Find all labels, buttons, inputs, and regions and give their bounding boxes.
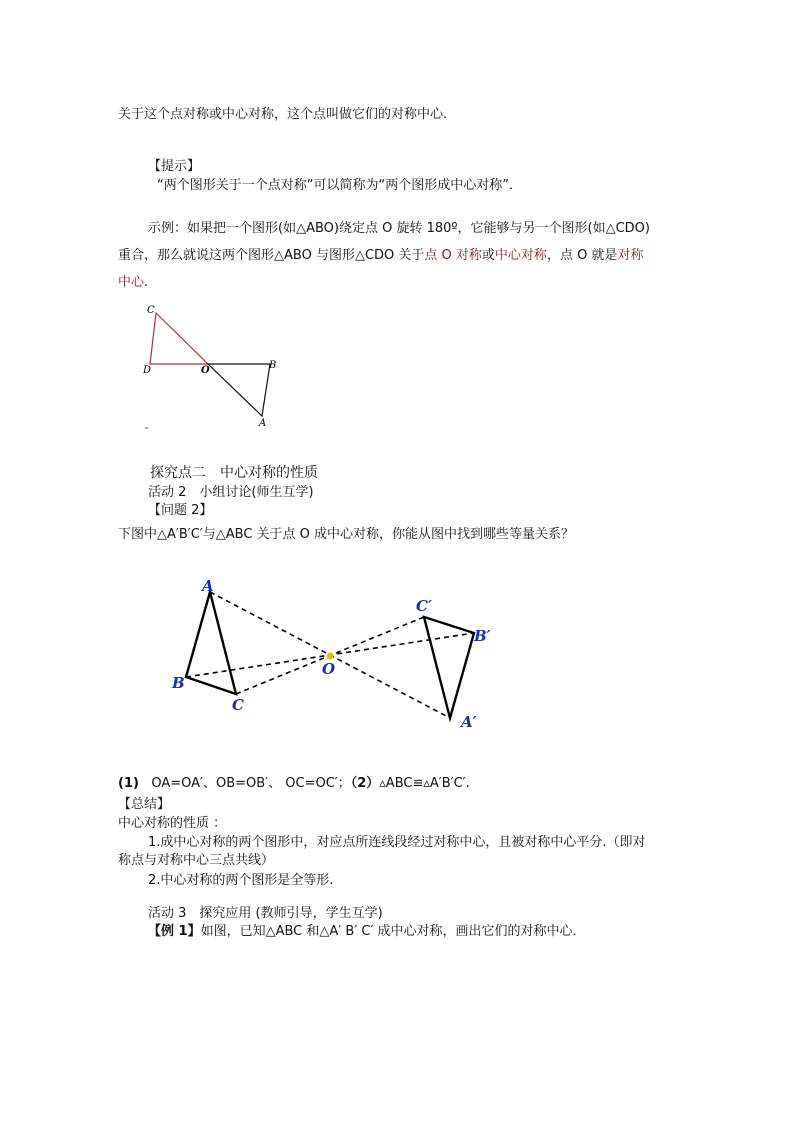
summary-item-1b: 称点与对称中心三点共线） [118,853,275,868]
label-b: B [172,674,185,692]
example-1-text: 如图，已知△ABC 和△A′ B′ C′ 成中心对称，画出它们的对称中心． [200,924,586,939]
triangle-apbpcp [424,617,474,718]
example-1-line [148,924,586,940]
example-period: . [144,275,149,290]
hint-title: 【提示】 [148,159,201,174]
label-o: O [201,365,210,376]
answer-p1: (1) [118,776,139,791]
label-d: D [143,365,152,376]
highlight-central-symmetry: 中心对称 [494,248,547,263]
question-title: 【问题 2】 [148,503,213,518]
label-b-prime: B′ [474,627,491,645]
label-a: A [202,577,214,595]
summary-title: 【总结】 [118,797,171,812]
label-o: O [322,660,336,678]
activity-3: 活动 3 探究应用 (教师引导，学生互学) [148,906,383,921]
highlight-point-o-symmetric: 点 O 对称 [424,248,482,263]
answer-line [118,776,470,792]
example-or: 或 [481,248,495,263]
example-text-2: ，点 O 就是 [546,248,618,263]
answer-t2: ▵ABC≌▵A′B′C′. [379,776,470,791]
label-c: C [232,696,244,714]
label-c-prime: C′ [416,597,432,615]
triangle-abc [186,592,236,694]
label-b: B [269,360,277,371]
hint-text: “两个图形关于一个点对称”可以简称为“两个图形成中心对称”． [157,178,522,193]
label-a: A [259,418,267,429]
summary-item-2: 2.中心对称的两个图形是全等形. [148,873,334,888]
label-a-prime: A′ [461,713,477,731]
question-text: 下图中△A′B′C′与△ABC 关于点 O 成中心对称，你能从图中找到哪些等量关系？ [118,527,575,542]
example-1-title: 【例 1】 [148,924,201,939]
answer-t1: OA=OA′、OB=OB′、 OC=OC′； [151,776,351,791]
section-heading: 探究点二 中心对称的性质 [150,465,318,481]
summary-subtitle: 中心对称的性质 ： [118,816,227,831]
highlight-symmetry-center: 对称 [617,248,644,263]
activity-2: 活动 2 小组讨论(师生互学) [148,485,314,500]
intro-line: 关于这个点对称或中心对称，这个点叫做它们的对称中心． [118,107,457,122]
highlight-center: 中心 [118,275,145,290]
answer-p2: （2） [350,776,380,791]
center-point-o [327,653,334,660]
label-c: C [147,305,155,316]
example-line-1: 示例：如果把一个图形(如△ABO)绕定点 O 旋转 180º，它能够与另一个图形(如△CDO) [148,221,650,236]
summary-item-1a: 1.成中心对称的两个图形中，对应点所连线段经过对称中心，且被对称中心平分.（即对 [148,835,646,850]
example-text: 重合，那么就说这两个图形△ABO 与图形△CDO 关于 [118,248,425,263]
